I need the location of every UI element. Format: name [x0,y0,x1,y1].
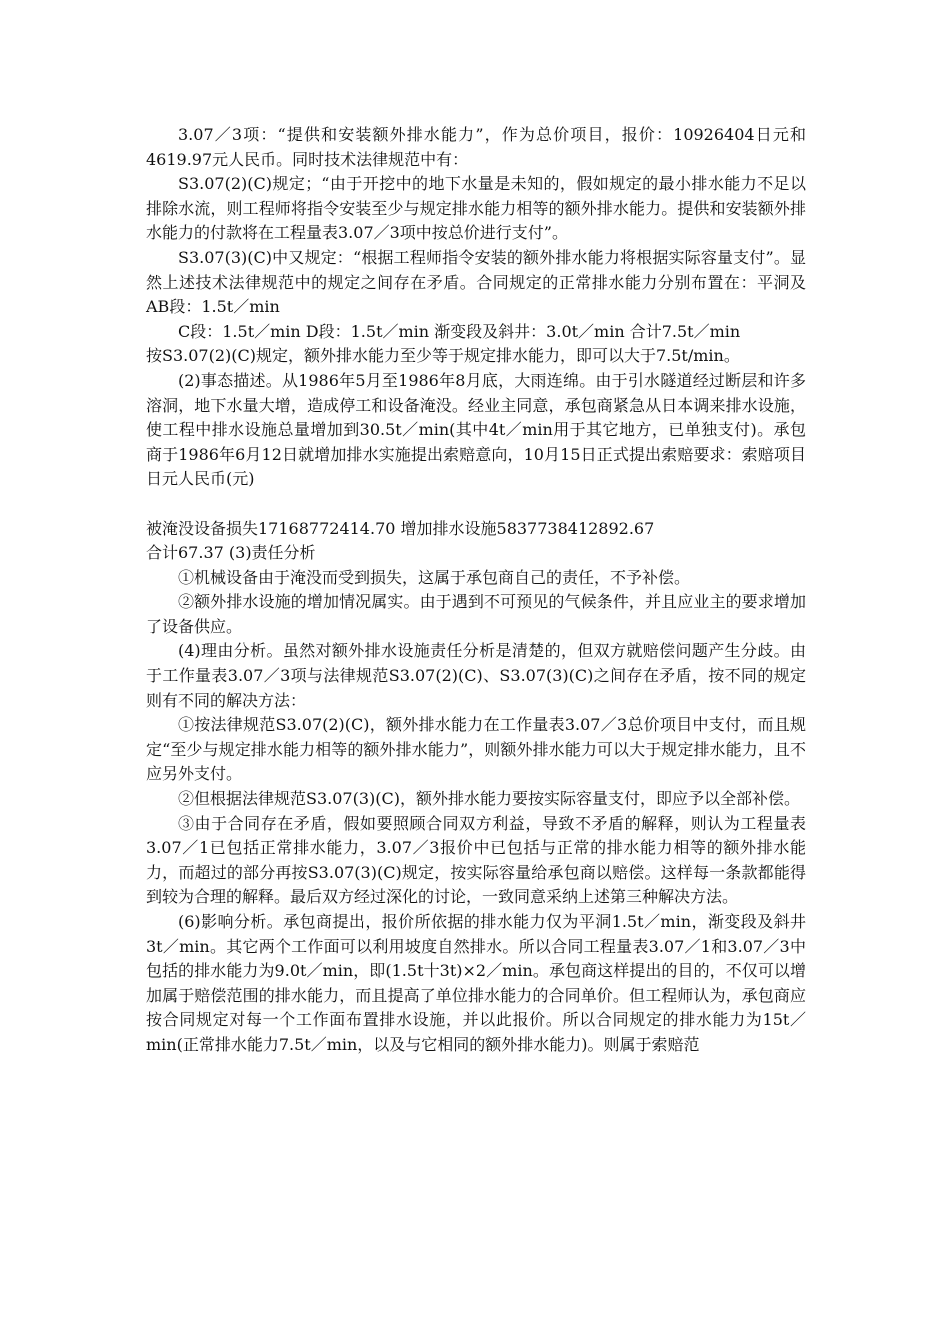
document-body [146,123,806,1058]
paragraph-min-extra-capacity: 按S3.07(2)(C)规定，额外排水能力至少等于规定排水能力，即可以大于7.5t/min。 [146,346,740,366]
paragraph-solution-1: ①按法律规范S3.07(2)(C)，额外排水能力在工作量表3.07／3总价项目中支付，而且规定“至少与规定排水能力相等的额外排水能力”，则额外排水能力可以大于规定排水能力，且不应另外支付。 [146,715,806,784]
paragraph-item-3-07-3: 3.07／3项：“提供和安装额外排水能力”，作为总价项目，报价：10926404日元和4619.97元人民币。同时技术法律规范中有： [146,125,806,169]
paragraph-solution-2: ②但根据法律规范S3.07(3)(C)，额外排水能力要按实际容量支付，即应予以全部补偿。 [178,789,800,809]
paragraph-reason-analysis: (4)理由分析。虽然对额外排水设施责任分析是清楚的，但双方就赔偿问题产生分歧。由于工作量表3.07／3项与法律规范S3.07(2)(C)、S3.07(3)(C)之间存在矛盾，按不同的规定则有不同的解决方法： [146,641,806,710]
paragraph-s3-07-3-c: S3.07(3)(C)中又规定：“根据工程师指令安装的额外排水能力将根据实际容量支付”。显然上述技术法律规范中的规定之间存在矛盾。合同规定的正常排水能力分别布置在：平洞及AB段：1.5t／min [146,247,806,317]
paragraph-claim-items: 被淹没设备损失17168772414.70 增加排水设施5837738412892.67 [146,518,655,538]
paragraph-total-and-liability-heading: 合计67.37 (3)责任分析 [146,543,316,563]
paragraph-event-description: (2)事态描述。从1986年5月至1986年8月底，大雨连绵。由于引水隧道经过断层和许多溶洞，地下水量大增，造成停工和设备淹没。经业主同意，承包商紧急从日本调来排水设施，使工程中排水设施总量增加到30.5t／min(其中4t／min用于其它地方，已单独支付)。承包商于1986年6月12日就增加排水实施提出索赔意向，10月15日正式提出索赔要求：索赔项目日元人民币(元) [146,370,806,489]
paragraph-solution-3: ③由于合同存在矛盾，假如要照顾合同双方利益，导致不矛盾的解释，则认为工程量表3.07／1已包括正常排水能力，3.07／3报价中已包括与正常的排水能力相等的额外排水能力，而超过的部分再按S3.07(3)(C)规定，按实际容量给承包商以赔偿。这样每一条款都能得到较为合理的解释。最后双方经过深化的讨论，一致同意采纳上述第三种解决方法。 [146,813,806,907]
paragraph-impact-analysis: (6)影响分析。承包商提出，报价所依据的排水能力仅为平洞1.5t／min，渐变段及斜井3t／min。其它两个工作面可以利用坡度自然排水。所以合同工程量表3.07／1和3.07／3中包括的排水能力为9.0t／min，即(1.5t十3t)×2／min。承包商这样提出的目的，不仅可以增加属于赔偿范围的排水能力，而且提高了单位排水能力的合同单价。但工程师认为，承包商应按合同规定对每一个工作面布置排水设施，并以此报价。所以合同规定的排水能力为15t／min(正常排水能力7.5t／min，以及与它相同的额外排水能力)。则属于索赔范 [146,912,806,1054]
paragraph-liability-1: ①机械设备由于淹没而受到损失，这属于承包商自己的责任，不予补偿。 [178,567,691,587]
blank-line [146,492,806,517]
paragraph-liability-2: ②额外排水设施的增加情况属实。由于遇到不可预见的气候条件，并且应业主的要求增加了设备供应。 [146,592,806,636]
paragraph-s3-07-2-c: S3.07(2)(C)规定；“由于开挖中的地下水量是未知的，假如规定的最小排水能力不足以排除水流，则工程师将指令安装至少与规定排水能力相等的额外排水能力。提供和安装额外排水能力的付款将在工程量表3.07／3项中按总价进行支付”。 [146,174,806,243]
paragraph-section-capacities: C段：1.5t／min D段：1.5t／min 渐变段及斜井：3.0t／min 合计7.5t／min [178,321,741,341]
